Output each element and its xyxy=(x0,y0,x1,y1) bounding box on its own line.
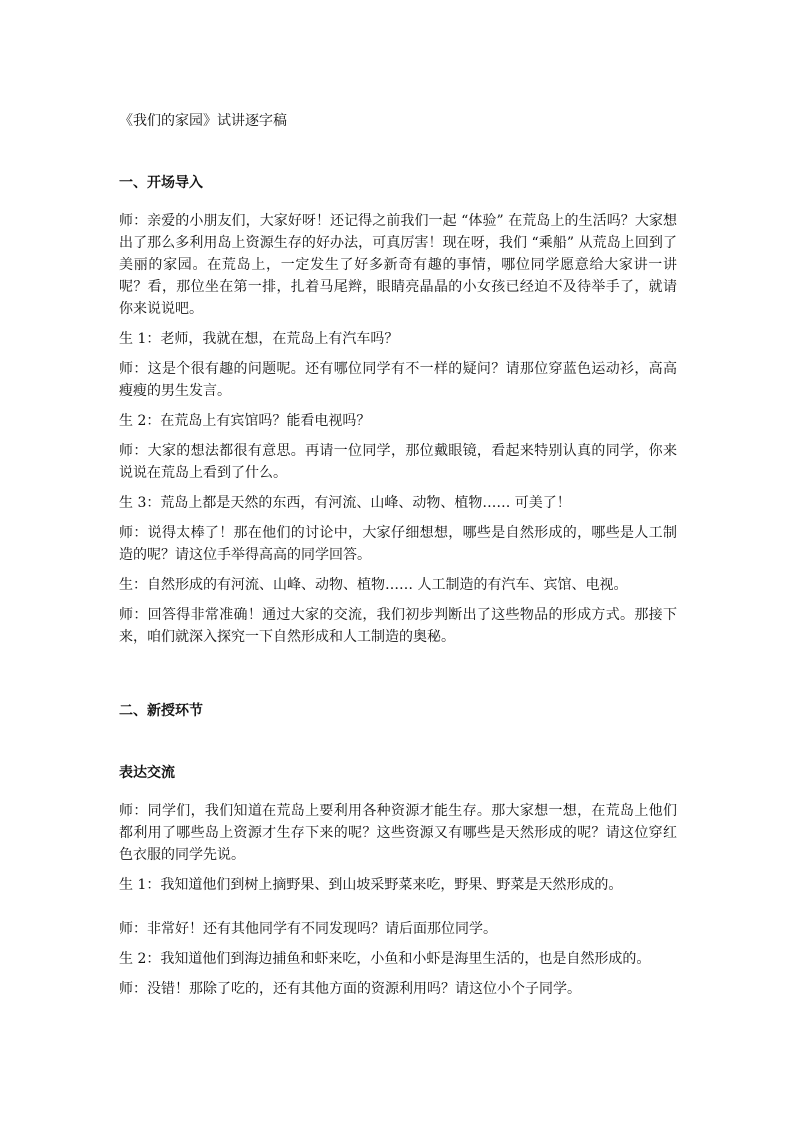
paragraph: 师：非常好！还有其他同学有不同发现吗？请后面那位同学。 xyxy=(119,921,497,937)
paragraph: 生 3：荒岛上都是天然的东西，有河流、山峰、动物、植物…… 可美了！ xyxy=(119,495,571,511)
paragraph: 生 2：我知道他们到海边捕鱼和虾来吃，小鱼和小虾是海里生活的，也是自然形成的。 xyxy=(119,951,651,967)
subsection-heading: 表达交流 xyxy=(119,765,175,781)
document-title: 《我们的家园》试讲逐字稿 xyxy=(119,113,287,129)
document-page xyxy=(119,110,677,1008)
paragraph: 师：没错！那除了吃的，还有其他方面的资源利用吗？请这位小个子同学。 xyxy=(119,981,581,997)
paragraph: 生 1：老师，我就在想，在荒岛上有汽车吗？ xyxy=(119,331,399,347)
paragraph: 师：大家的想法都很有意思。再请一位同学，那位戴眼镜，看起来特别认真的同学，你来说说在荒岛上看到了什么。 xyxy=(119,443,677,481)
paragraph: 生 1：我知道他们到树上摘野果、到山坡采野菜来吃，野果、野菜是天然形成的。 xyxy=(119,877,623,893)
paragraph: 生 2：在荒岛上有宾馆吗？能看电视吗？ xyxy=(119,413,371,429)
paragraph: 师：这是个很有趣的问题呢。还有哪位同学有不一样的疑问？请那位穿蓝色运动衫，高高瘦瘦的男生发言。 xyxy=(119,361,677,399)
section-heading-intro: 一、开场导入 xyxy=(119,175,203,191)
paragraph: 师：说得太棒了！那在他们的讨论中，大家仔细想想，哪些是自然形成的，哪些是人工制造的呢？请这位手举得高高的同学回答。 xyxy=(119,525,677,563)
paragraph: 生：自然形成的有河流、山峰、动物、植物…… 人工制造的有汽车、宾馆、电视。 xyxy=(119,577,628,593)
section-heading-new-lesson: 二、新授环节 xyxy=(119,703,203,719)
paragraph: 师：亲爱的小朋友们，大家好呀！还记得之前我们一起 “体验” 在荒岛上的生活吗？大家想出了那么多利用岛上资源生存的好办法，可真厉害！现在呀，我们 “乘船” 从荒岛上回到了美丽的家园。在荒岛上，一定发生了好多新奇有趣的事情，哪位同学愿意给大家讲一讲呢？看，那位坐在第一排，扎着马尾辫，眼睛亮晶晶的小女孩已经迫不及待举手了，就请你来说说吧。 xyxy=(119,213,677,317)
paragraph: 师：回答得非常准确！通过大家的交流，我们初步判断出了这些物品的形成方式。那接下来，咱们就深入探究一下自然形成和人工制造的奥秘。 xyxy=(119,607,677,645)
paragraph: 师：同学们，我们知道在荒岛上要利用各种资源才能生存。那大家想一想，在荒岛上他们都利用了哪些岛上资源才生存下来的呢？这些资源又有哪些是天然形成的呢？请这位穿红色衣服的同学先说。 xyxy=(119,803,677,863)
